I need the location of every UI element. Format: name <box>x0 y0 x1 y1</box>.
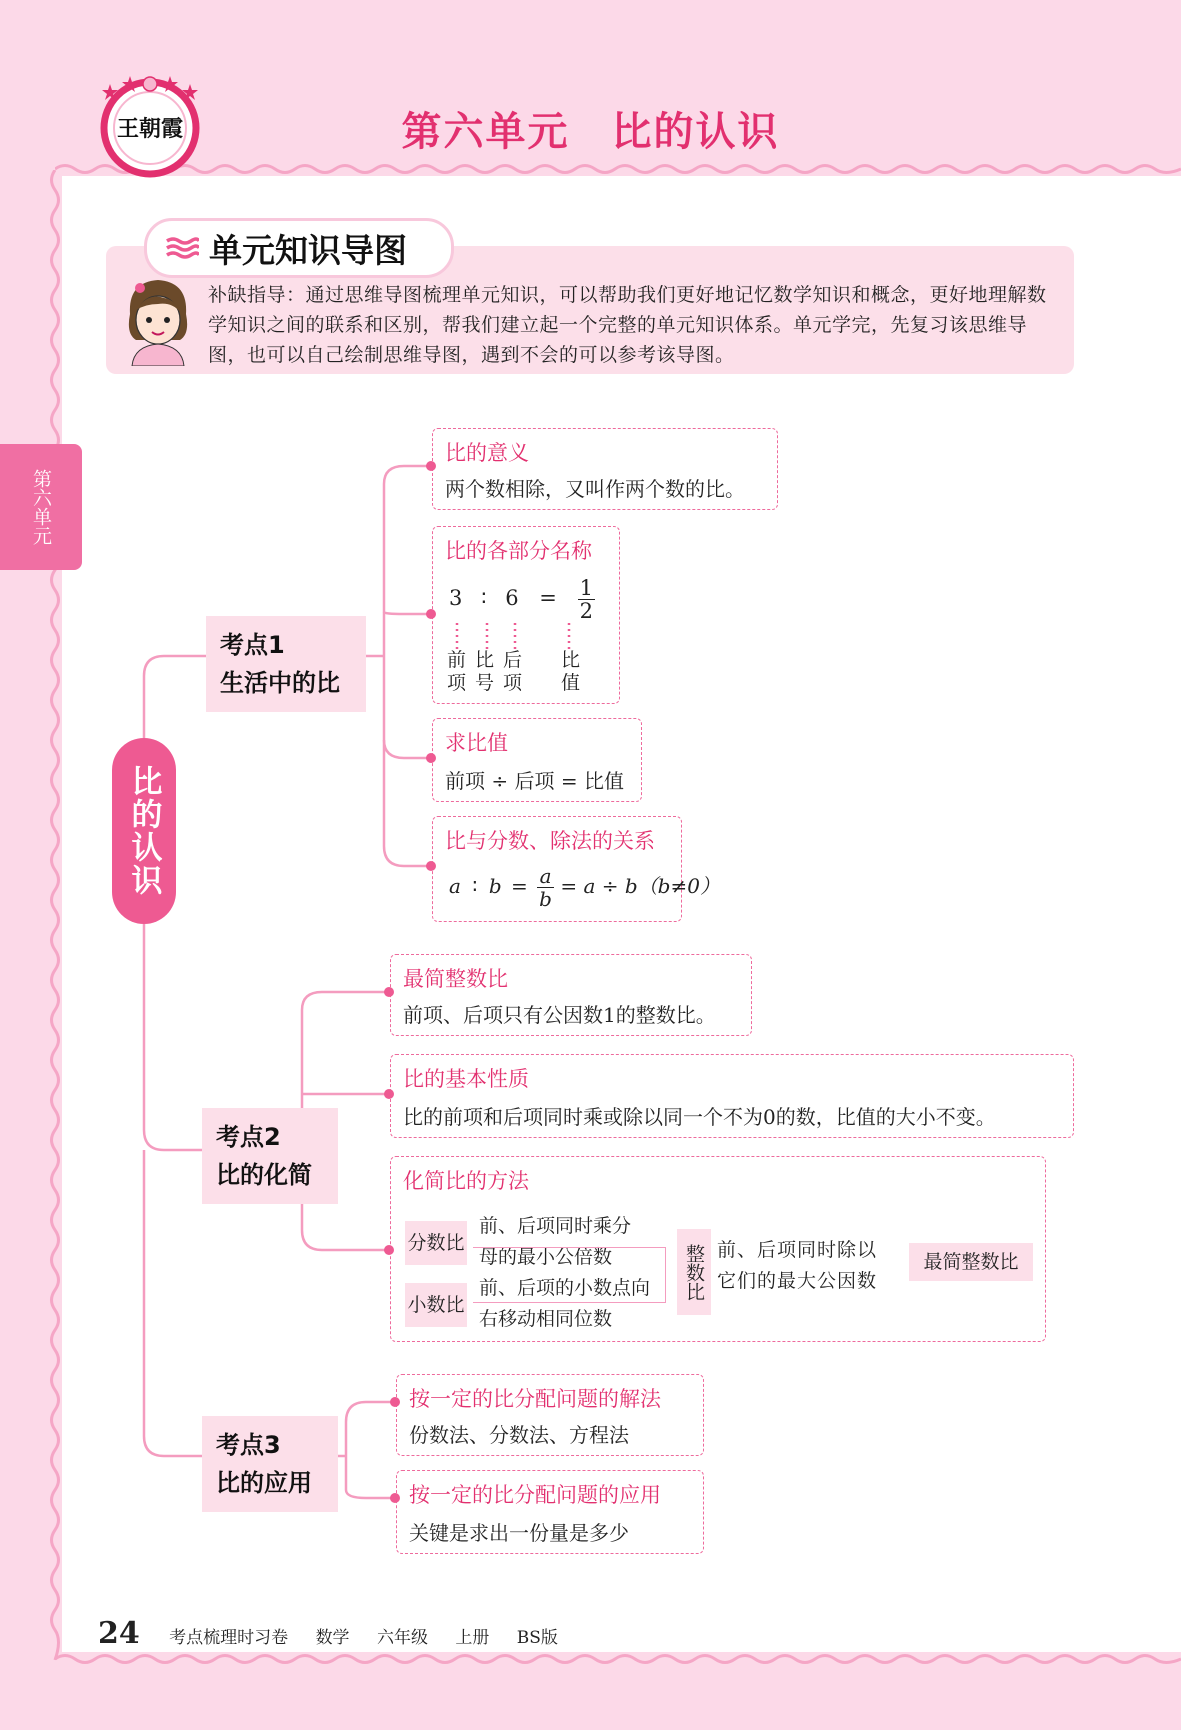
relation-tail: = a ÷ b（b≠0） <box>560 874 720 898</box>
kp2-node <box>202 1108 338 1204</box>
solve-body: 份数法、分数法、方程法 <box>409 1423 629 1447</box>
side-tab: 第六单元 <box>0 444 82 570</box>
decimal-method-line2: 右移动相同位数 <box>479 1308 613 1330</box>
label-front-1: 前 <box>447 649 467 671</box>
equal-sign: = <box>539 586 557 610</box>
parts-formula <box>449 577 595 622</box>
relation-num: a <box>537 865 554 888</box>
back-term: 6 <box>505 586 519 610</box>
branch-dot <box>426 609 436 619</box>
integer-ratio-label: 整数比 <box>677 1229 711 1315</box>
grade: 六年级 <box>376 1628 428 1648</box>
relation-formula <box>449 865 720 910</box>
relation-den: b <box>539 887 552 911</box>
section-title: 单元知识导图 <box>209 230 407 270</box>
kp1-label: 考点1 <box>220 631 285 659</box>
branch-dot <box>390 1397 400 1407</box>
box-value <box>432 718 642 802</box>
relation-colon: ∶ <box>472 874 478 898</box>
label-value-2: 值 <box>561 672 581 694</box>
kp1-name: 生活中的比 <box>220 669 340 697</box>
label-front-2: 项 <box>447 672 467 694</box>
label-back-2: 项 <box>503 672 523 694</box>
book-name: 考点梳理时习卷 <box>169 1628 289 1648</box>
fraction-numerator: 1 <box>579 576 593 600</box>
decimal-method-line1: 前、后项的小数点向 <box>479 1277 651 1299</box>
value-body: 前项 ÷ 后项 = 比值 <box>445 769 624 793</box>
term: 上册 <box>455 1628 490 1648</box>
fraction-denominator: 2 <box>579 599 593 623</box>
branch-dot <box>384 1245 394 1255</box>
ratio-sign: ∶ <box>481 586 487 610</box>
simplest-body: 前项、后项只有公因数1的整数比。 <box>403 1003 716 1027</box>
method-left-group <box>405 1215 659 1330</box>
branch-dot <box>390 1493 400 1503</box>
branch-dot <box>426 861 436 871</box>
box-meaning <box>432 428 778 510</box>
box-apply <box>396 1470 704 1554</box>
label-sign-1: 比 <box>475 649 495 671</box>
integer-method <box>717 1235 877 1297</box>
edition: BS版 <box>516 1628 558 1648</box>
box-method <box>390 1156 1046 1342</box>
kp2-label: 考点2 <box>216 1123 281 1151</box>
kp2-name: 比的化简 <box>216 1161 312 1189</box>
logo-text: 王朝霞 <box>116 116 184 142</box>
relation-b: b <box>488 874 502 898</box>
branch-dot <box>426 461 436 471</box>
box-relation <box>432 816 720 922</box>
meaning-title: 比的意义 <box>445 441 529 465</box>
meaning-body: 两个数相除，又叫作两个数的比。 <box>445 477 745 501</box>
subject: 数学 <box>315 1628 350 1648</box>
fraction-method-line1: 前、后项同时乘分 <box>479 1215 632 1237</box>
fraction-method-line2: 母的最小公倍数 <box>479 1246 613 1268</box>
kp3-label: 考点3 <box>216 1431 281 1459</box>
box-property <box>390 1054 1074 1138</box>
property-body: 比的前项和后项同时乘或除以同一个不为0的数，比值的大小不变。 <box>403 1105 996 1129</box>
integer-method-line2: 它们的最大公因数 <box>717 1270 878 1292</box>
method-title: 化简比的方法 <box>403 1169 529 1193</box>
integer-method-line1: 前、后项同时除以 <box>717 1239 878 1261</box>
parts-labels <box>447 649 589 695</box>
result-label: 最简整数比 <box>909 1243 1033 1281</box>
fraction-ratio-label: 分数比 <box>405 1221 467 1265</box>
relation-fraction <box>537 865 554 910</box>
front-term: 3 <box>449 586 463 610</box>
box-parts <box>432 526 620 704</box>
kp1-node <box>206 616 366 712</box>
page-title: 第六单元 比的认识 <box>401 109 780 155</box>
box-solve <box>396 1374 704 1456</box>
branch-dot <box>384 1089 394 1099</box>
simplest-title: 最简整数比 <box>403 967 508 991</box>
apply-title: 按一定的比分配问题的应用 <box>409 1483 661 1507</box>
mindmap-root: 比的认识 <box>112 738 176 924</box>
label-back-1: 后 <box>503 649 523 671</box>
page-footer <box>98 1616 580 1651</box>
kp3-name: 比的应用 <box>216 1469 312 1497</box>
kp3-node <box>202 1416 338 1512</box>
solve-title: 按一定的比分配问题的解法 <box>409 1387 661 1411</box>
label-sign-2: 号 <box>475 672 495 694</box>
guide-text: 补缺指导：通过思维导图梳理单元知识，可以帮助我们更好地记忆数学知识和概念，更好地理解数学知识之间的联系和区别，帮我们建立起一个完整的单元知识体系。单元学完，先复习该思维导图，也可以自己绘制思维导图，遇到不会的可以参考该导图。 <box>208 284 1047 366</box>
decimal-ratio-label: 小数比 <box>405 1283 467 1327</box>
label-value-1: 比 <box>561 649 581 671</box>
box-simplest <box>390 954 752 1036</box>
bracket-line <box>473 1247 666 1303</box>
page-number: 24 <box>98 1616 140 1651</box>
branch-dot <box>426 753 436 763</box>
relation-a: a <box>449 874 461 898</box>
relation-title: 比与分数、除法的关系 <box>445 829 655 853</box>
apply-body: 关键是求出一份量是多少 <box>409 1521 629 1545</box>
property-title: 比的基本性质 <box>403 1067 529 1091</box>
ratio-value-fraction <box>578 577 595 622</box>
branch-dot <box>384 987 394 997</box>
value-title: 求比值 <box>445 731 508 755</box>
relation-eq: = <box>511 874 528 898</box>
parts-title: 比的各部分名称 <box>445 539 592 563</box>
